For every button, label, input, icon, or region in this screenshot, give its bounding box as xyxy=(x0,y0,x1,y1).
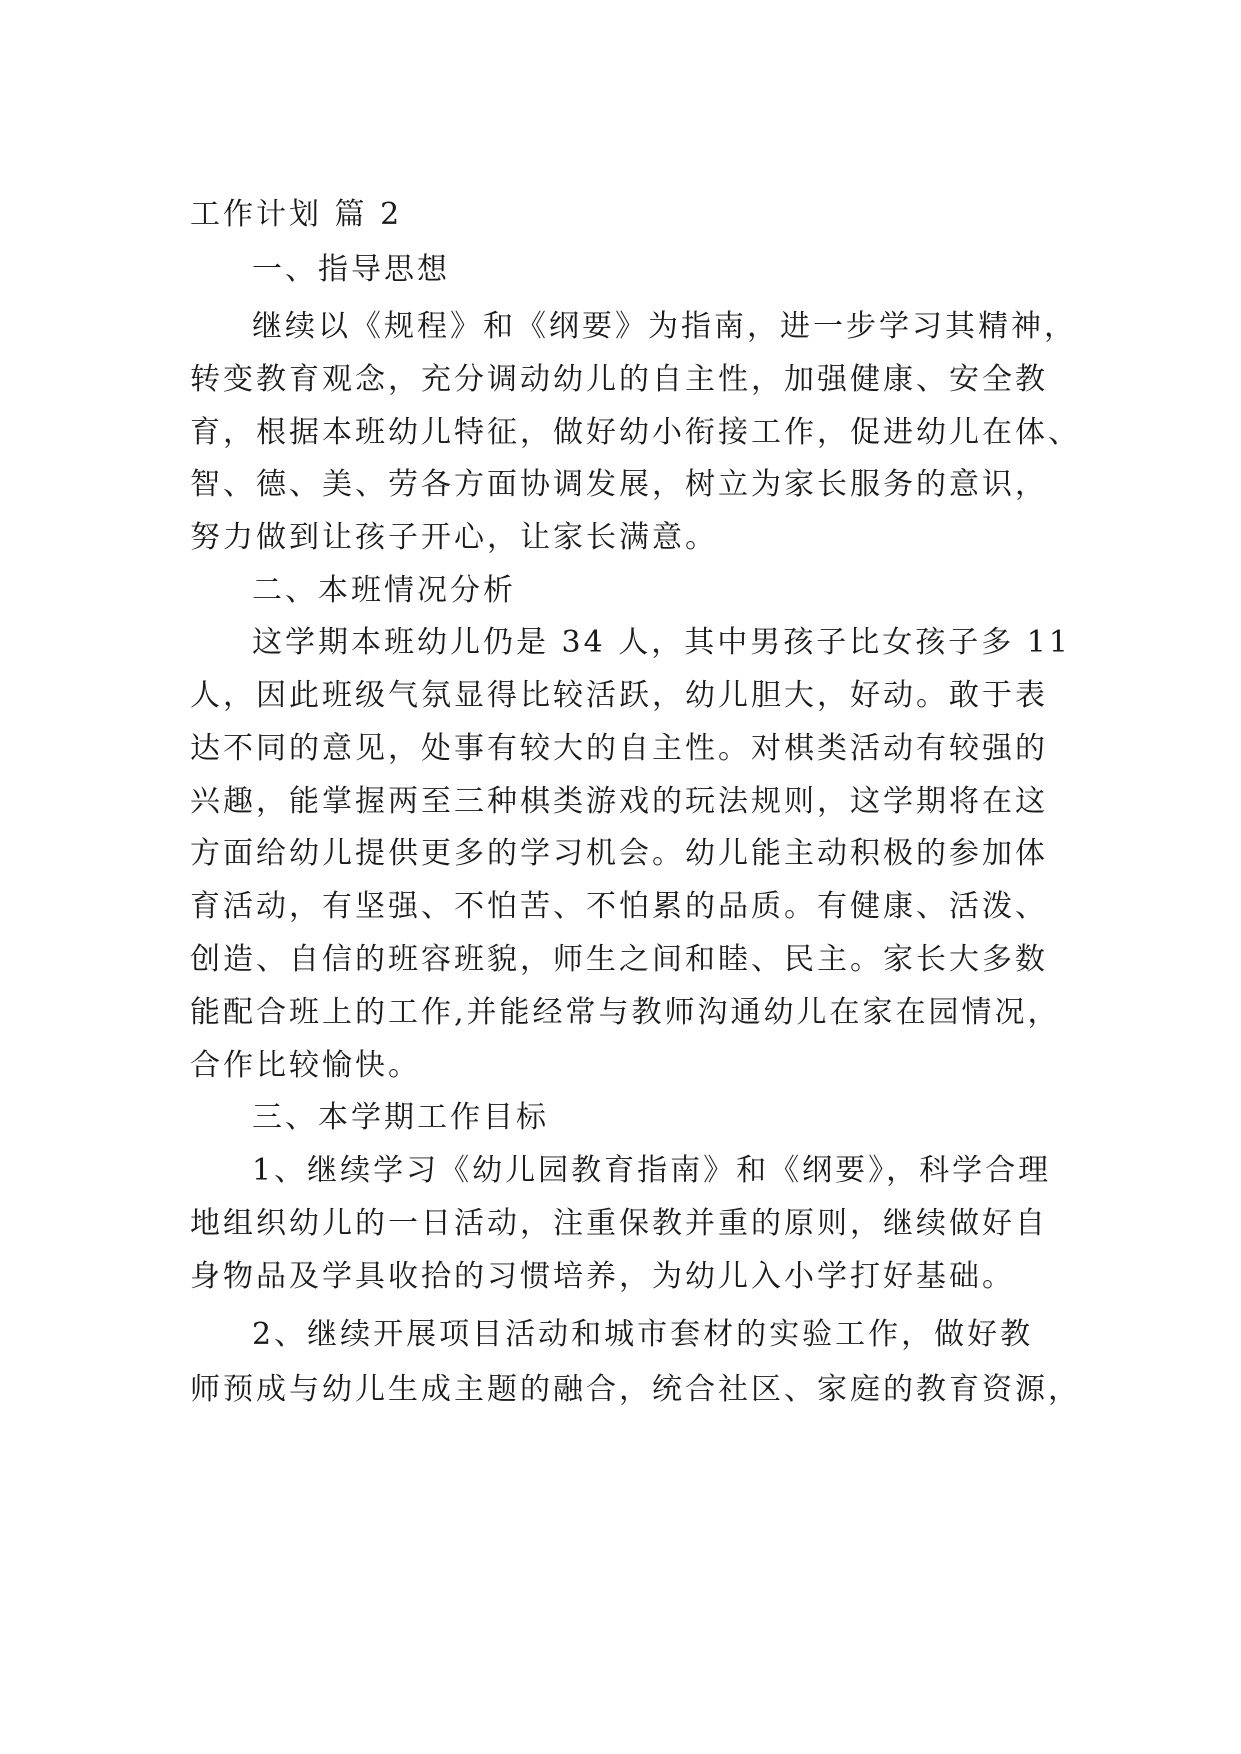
paragraph-line: 兴趣，能掌握两至三种棋类游戏的玩法规则，这学期将在这 xyxy=(190,784,1048,819)
paragraph-line: 达不同的意见，处事有较大的自主性。对棋类活动有较强的 xyxy=(190,731,1048,766)
paragraph-line: 育活动，有坚强、不怕苦、不怕累的品质。有健康、活泼、 xyxy=(190,889,1048,924)
paragraph-line: 创造、自信的班容班貌，师生之间和睦、民主。家长大多数 xyxy=(190,942,1048,977)
paragraph-line: 师预成与幼儿生成主题的融合，统合社区、家庭的教育资源， xyxy=(190,1372,1081,1407)
paragraph-line: 人，因此班级气氛显得比较活跃，幼儿胆大，好动。敢于表 xyxy=(190,678,1048,713)
paragraph-line: 合作比较愉快。 xyxy=(190,1048,421,1083)
section-heading-class-analysis: 二、本班情况分析 xyxy=(252,573,516,608)
paragraph-line: 方面给幼儿提供更多的学习机会。幼儿能主动积极的参加体 xyxy=(190,836,1048,871)
paragraph-line: 努力做到让孩子开心，让家长满意。 xyxy=(190,520,718,555)
document-title: 工作计划 篇 2 xyxy=(190,197,403,232)
paragraph-line: 2、继续开展项目活动和城市套材的实验工作，做好教 xyxy=(252,1317,1034,1352)
paragraph-line: 身物品及学具收拾的习惯培养，为幼儿入小学打好基础。 xyxy=(190,1259,1015,1294)
paragraph-line: 育，根据本班幼儿特征，做好幼小衔接工作，促进幼儿在体、 xyxy=(190,415,1081,450)
paragraph-line: 智、德、美、劳各方面协调发展，树立为家长服务的意识， xyxy=(190,467,1048,502)
paragraph-line: 继续以《规程》和《纲要》为指南，进一步学习其精神， xyxy=(252,309,1077,344)
paragraph-line: 1、继续学习《幼儿园教育指南》和《纲要》，科学合理 xyxy=(252,1153,1052,1188)
paragraph-line: 地组织幼儿的一日活动，注重保教并重的原则，继续做好自 xyxy=(190,1206,1048,1241)
section-heading-semester-goals: 三、本学期工作目标 xyxy=(252,1100,549,1135)
paragraph-line: 这学期本班幼儿仍是 34 人，其中男孩子比女孩子多 11 xyxy=(252,625,1071,660)
paragraph-line: 能配合班上的工作,并能经常与教师沟通幼儿在家在园情况， xyxy=(190,995,1061,1030)
section-heading-guiding-ideology: 一、指导思想 xyxy=(252,252,450,287)
paragraph-line: 转变教育观念，充分调动幼儿的自主性，加强健康、安全教 xyxy=(190,362,1048,397)
